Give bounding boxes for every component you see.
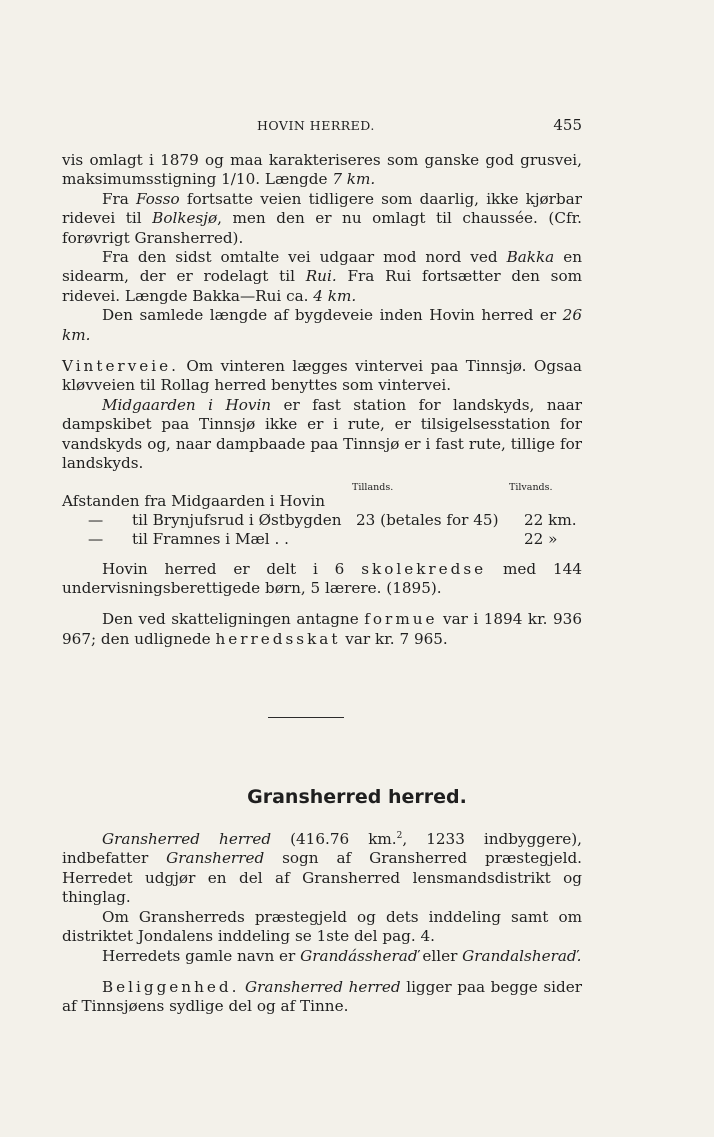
paragraph-total-length: Den samlede længde af bygdeveie inden Hovin herred er 26 km. bbox=[62, 306, 582, 344]
distance-intro: Afstanden fra Midgaarden i Hovin bbox=[62, 491, 325, 510]
section-divider bbox=[268, 717, 344, 718]
paragraph-midgaarden: Midgaarden i Hovin er fast station for landskyds, naar dampskibet paa Tinnsjø ikke er i rute, er tilsigelsesstation for vandskyds og, naar dampbaade paa Tinnsjø er i fast rute, tillige for landskyds. bbox=[62, 395, 582, 473]
section-title: Gransherred herred. bbox=[247, 786, 467, 808]
gransherred-text bbox=[62, 827, 582, 1017]
paragraph-old-name: Herredets gamle navn er Grandássheraď eller Grandalsheraď. bbox=[102, 946, 582, 965]
paragraph-fosso: Fra Fosso fortsatte veien tidligere som daarlig, ikke kjørbar ridevei til Bolkesjø, men den er nu omlagt til chaussée. (Cfr. forøvrigt Gransherred). bbox=[62, 189, 582, 247]
column-header-land: Tillands. bbox=[352, 481, 394, 493]
paragraph-road-maintenance: vis omlagt i 1879 og maa karakteriseres som ganske god grusvei, maksimumsstigning 1/10. Længde 7 km. bbox=[62, 151, 582, 189]
paragraph-winter-roads: Vinterveie. Om vinteren lægges vintervei paa Tinnsjø. Ogsaa kløvveien til Rollag herred benyttes som vintervei. bbox=[62, 357, 582, 395]
distance-table bbox=[62, 478, 582, 548]
running-head-title: HOVIN HERRED. bbox=[257, 118, 375, 133]
paragraph-school-districts: Hovin herred er delt i 6 skolekredse med 144 undervisningsberettigede børn, 5 lærere. (1895). bbox=[62, 559, 582, 597]
running-head bbox=[62, 116, 582, 136]
paragraph-parish-division: Om Gransherreds præstegjeld og dets inddeling samt om distriktet Jondalens inddeling se 1ste del pag. 4. bbox=[62, 907, 582, 946]
fraction: 1/10 bbox=[221, 170, 256, 189]
distance-row: — til Brynjufsrud i Østbygden 23 (betales for 45) 22 km. bbox=[88, 510, 577, 529]
paragraph-location: Beliggenhed. Gransherred herred ligger paa begge sider af Tinnsjøens sydlige del og af Tinne. bbox=[62, 977, 582, 1016]
paragraph-tax: Den ved skatteligningen antagne formue var i 1894 kr. 936 967; den udlignede herredsskat var kr. 7 965. bbox=[62, 610, 582, 648]
hovin-text bbox=[62, 151, 582, 649]
paragraph-gransherred-intro: Gransherred herred (416.76 km.$^2$, 1233 indbyggere), indbefatter Gransherred sogn af Gransherred præstegjeld. Herredet udgjør en del af Gransherred lensmandsdistrikt og thinglag. bbox=[62, 830, 583, 907]
distance-row: — til Framnes i Mæl . . 22 » bbox=[88, 529, 558, 548]
paragraph-bakka: Fra den sidst omtalte vei udgaar mod nord ved Bakka en sidearm, der er rodelagt til Rui. Fra Rui fortsætter den som ridevei. Længde Bakka—Rui ca. 4 km. bbox=[62, 248, 583, 305]
page-number: 455 bbox=[553, 116, 582, 134]
column-header-water: Tilvands. bbox=[509, 481, 553, 493]
